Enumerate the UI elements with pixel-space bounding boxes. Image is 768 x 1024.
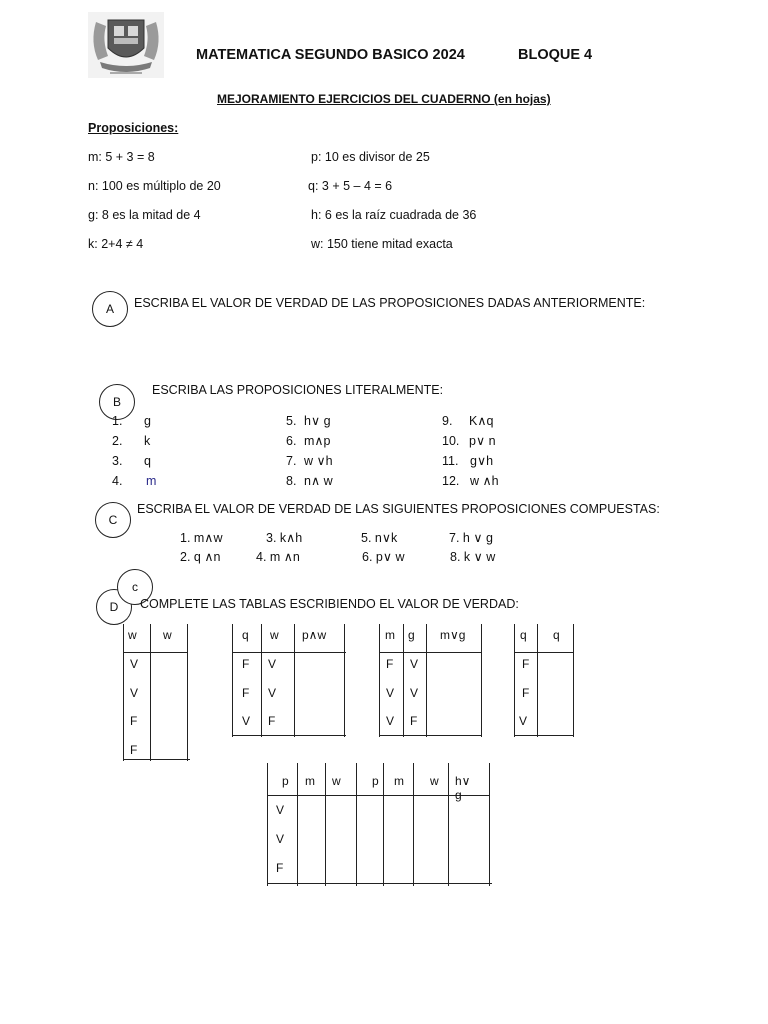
table-header: m [305,774,315,788]
table-cell: V [410,657,419,671]
section-d-instruction: COMPLETE LAS TABLAS ESCRIBIENDO EL VALOR DE VERDAD: [140,597,519,611]
table-header: q [520,628,527,642]
document-subtitle: MEJORAMIENTO EJERCICIOS DEL CUADERNO (en hojas) [217,92,551,106]
compound-8: 8. k ∨ w [450,550,496,564]
table-header: w [270,628,279,642]
list-item: 4. m [112,474,157,488]
table-header: w [430,774,439,788]
list-item: 8. n∧ w [286,474,333,488]
table-header: m [385,628,395,642]
table-header: p∧w [302,628,327,642]
section-c-marker: C [95,502,131,538]
compound-4: 4. m ∧n [256,550,300,564]
section-b-list-2 [286,411,333,491]
section-b-list-1 [112,411,156,491]
table-cell: F [386,657,394,671]
compound-2: 2. q ∧n [180,550,221,564]
proposition-q: q: 3 + 5 – 4 = 6 [308,179,393,193]
compound-5: 5. n∨k [361,531,398,545]
proposition-p: p: 10 es divisor de 25 [311,150,430,164]
table-header: w [332,774,341,788]
table-cell: V [276,803,285,817]
table-cell: V [130,686,139,700]
table-cell: F [130,714,138,728]
proposition-m: m: 5 + 3 = 8 [88,150,155,164]
proposition-n: n: 100 es múltiplo de 20 [88,179,221,193]
section-d-marker: D [96,589,132,625]
proposition-g: g: 8 es la mitad de 4 [88,208,201,222]
compound-3: 3. k∧h [266,531,303,545]
table-cell: V [242,714,251,728]
list-item: 3. q [112,454,151,468]
compound-6: 6. p∨ w [362,550,405,564]
table-header: q [553,628,560,642]
document-title: MATEMATICA SEGUNDO BASICO 2024 [196,47,465,63]
table-cell: V [268,686,277,700]
section-b-list-3 [442,411,499,491]
table-cell: V [130,657,139,671]
section-a-marker: A [92,291,128,327]
table-cell: F [410,714,418,728]
table-cell: F [522,686,530,700]
table-header: p [282,774,289,788]
list-item: 9. K∧q [442,414,494,428]
table-cell: F [276,861,284,875]
compound-7: 7. h ∨ g [449,531,493,545]
proposition-h: h: 6 es la raíz cuadrada de 36 [311,208,477,222]
table-header: h∨ g [455,774,471,802]
table-cell: V [519,714,528,728]
table-header: p [372,774,379,788]
list-item: 1. g [112,414,151,428]
section-b-marker: B [99,384,135,420]
section-c-instruction: ESCRIBA EL VALOR DE VERDAD DE LAS SIGUIENTES PROPOSICIONES COMPUESTAS: [137,502,660,516]
table-header: q [242,628,249,642]
table-header: w [163,628,172,642]
table-header: w [128,628,137,642]
bloque-label: BLOQUE 4 [518,47,593,63]
list-item: 12. w ∧h [442,474,499,488]
table-cell: V [276,832,285,846]
table-cell: F [242,686,250,700]
table-header: m∨g [440,628,466,642]
list-item: 5. h∨ g [286,414,331,428]
section-a-instruction: ESCRIBA EL VALOR DE VERDAD DE LAS PROPOSICIONES DADAS ANTERIORMENTE: [134,296,646,310]
table-header: m [394,774,404,788]
proposition-w: w: 150 tiene mitad exacta [311,237,453,251]
school-crest-logo [88,12,164,78]
list-item: 7. w ∨h [286,454,333,468]
table-cell: F [130,743,138,757]
table-cell: V [386,686,395,700]
table-cell: F [242,657,250,671]
table-cell: V [410,686,419,700]
section-b-instruction: ESCRIBA LAS PROPOSICIONES LITERALMENTE: [152,383,444,397]
list-item: 11. g∨h [442,454,494,468]
compound-1: 1. m∧w [180,531,223,545]
table-header: g [408,628,415,642]
section-c-small-marker: c [117,569,153,605]
table-cell: F [268,714,276,728]
propositions-heading: Proposiciones: [88,121,179,135]
proposition-k: k: 2+4 ≠ 4 [88,237,144,251]
table-cell: V [268,657,277,671]
list-item: 2. k [112,434,151,448]
list-item: 6. m∧p [286,434,331,448]
table-cell: V [386,714,395,728]
table-cell: F [522,657,530,671]
list-item: 10. p∨ n [442,434,496,448]
